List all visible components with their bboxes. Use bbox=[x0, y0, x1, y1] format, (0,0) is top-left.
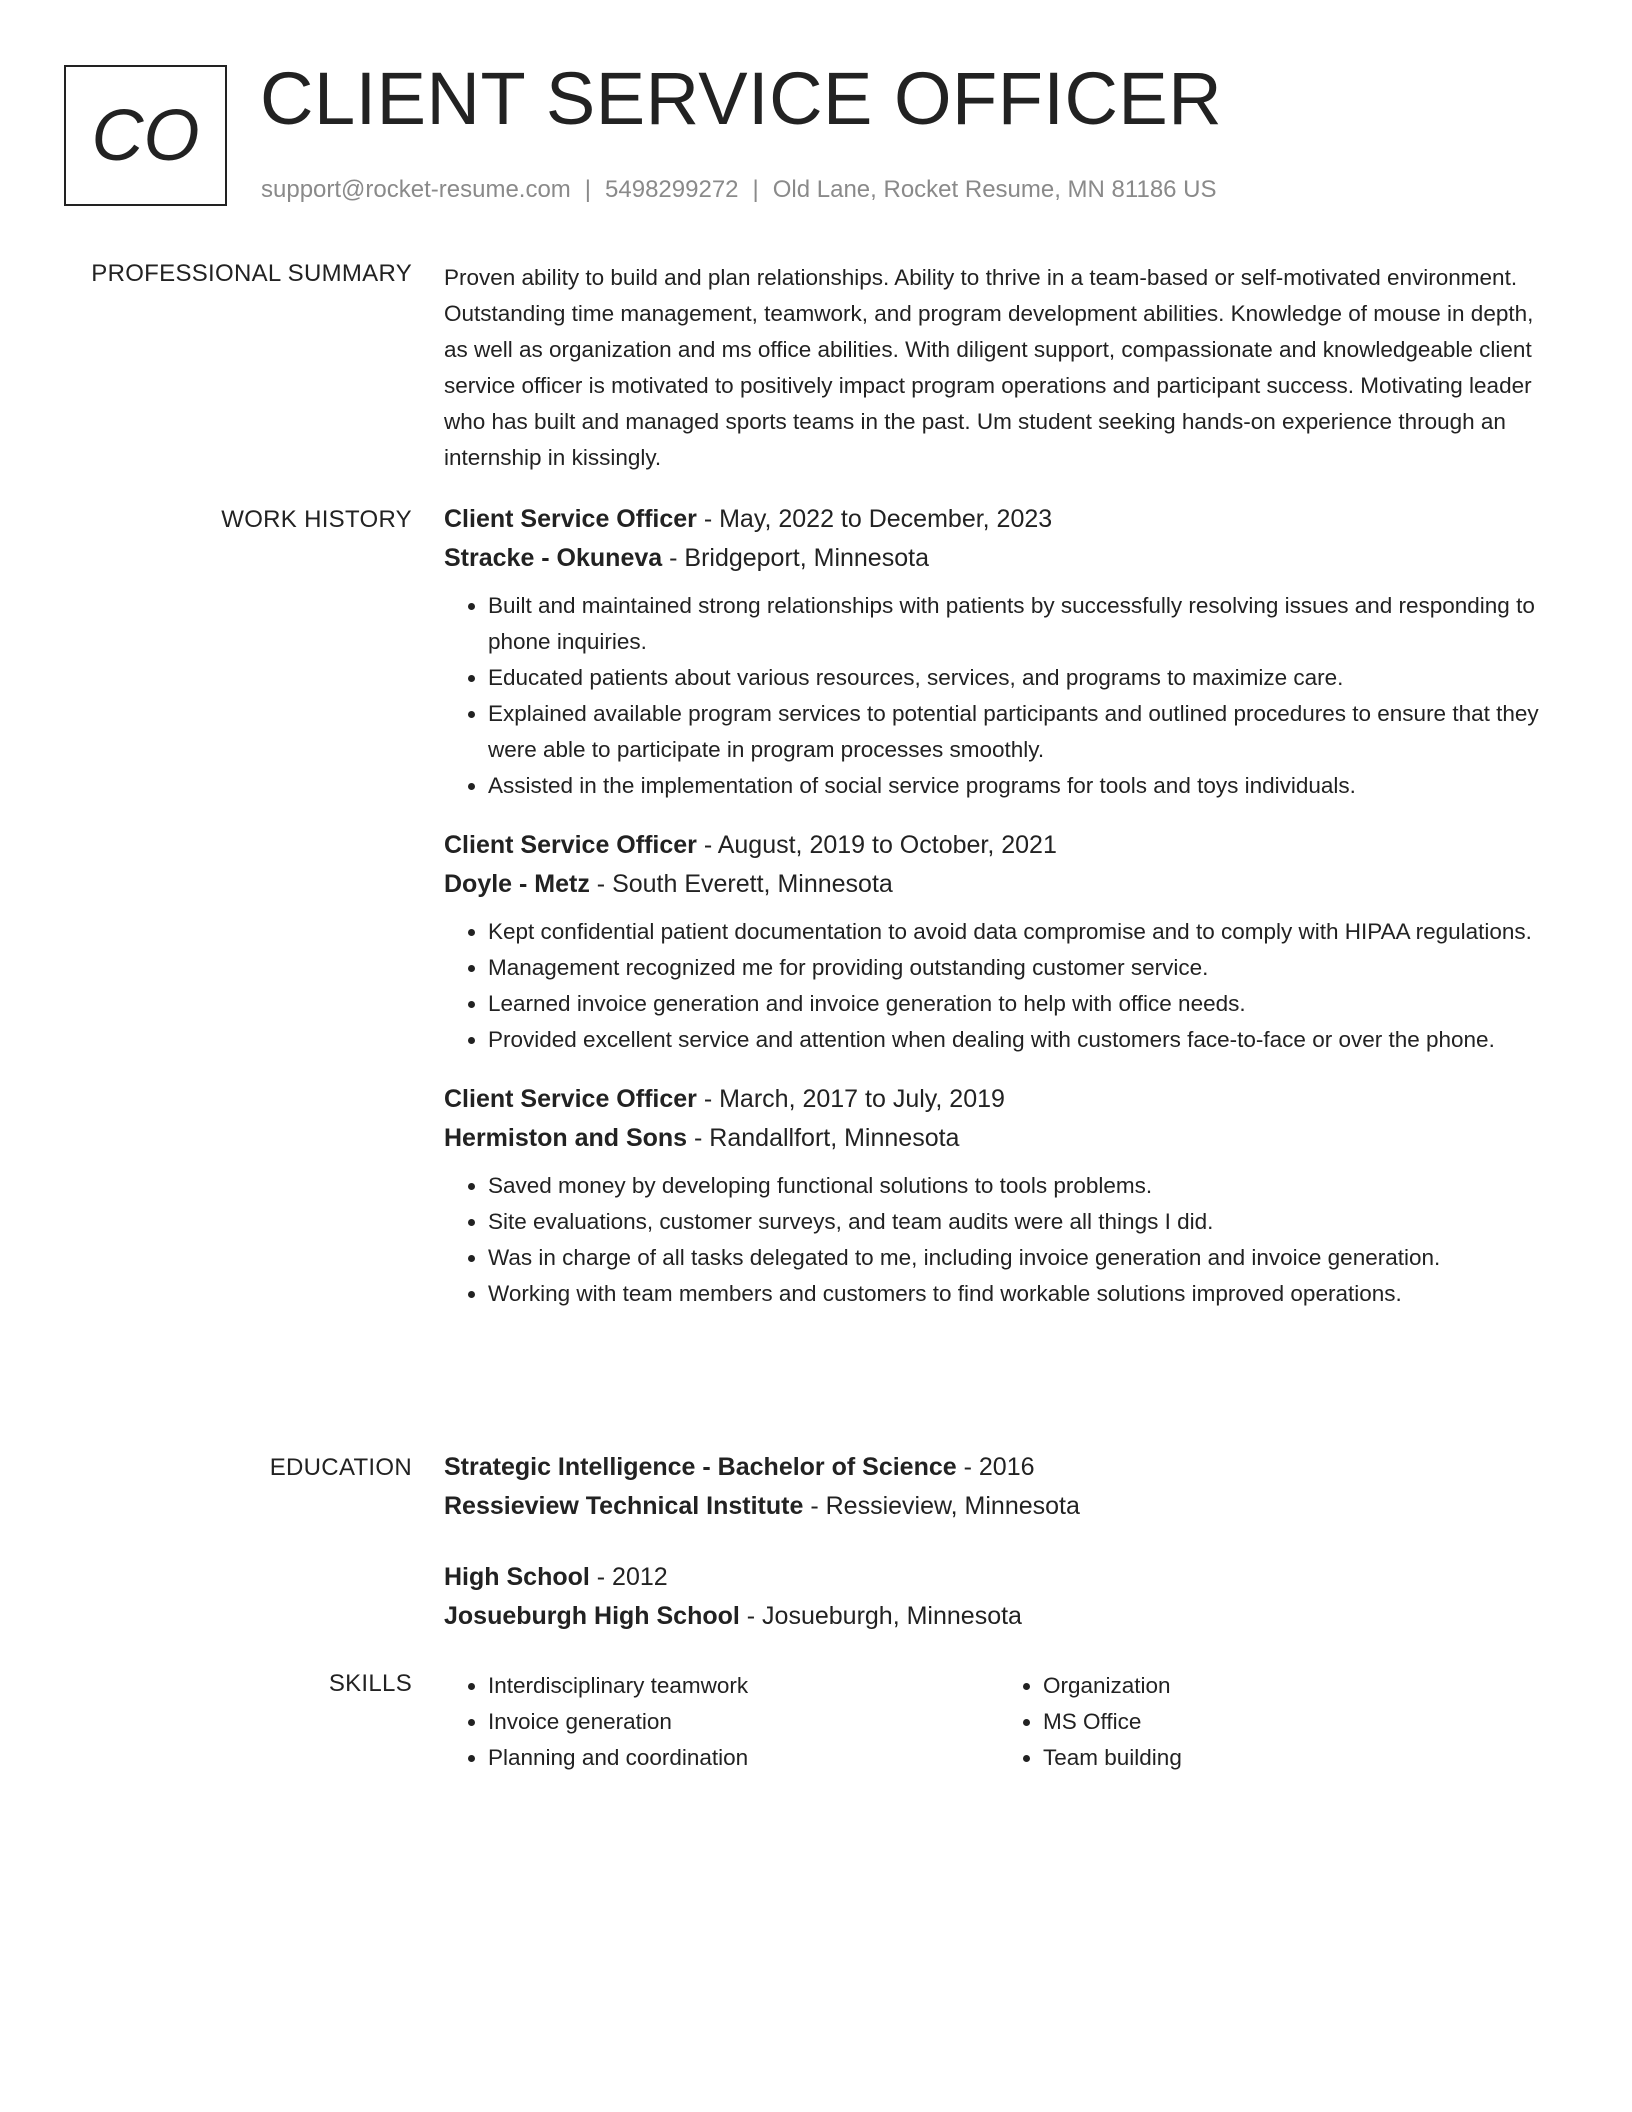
job-bullet: • Explained available program services to potential participants and outlined procedures to ensure that they were able to participate in program processes smoothly. bbox=[488, 696, 1554, 768]
education-year: - 2012 bbox=[589, 1563, 668, 1591]
contact-email[interactable]: support@rocket-resume.com bbox=[261, 176, 571, 203]
skill-item: • Planning and coordination bbox=[488, 1740, 999, 1776]
job-bullet: • Assisted in the implementation of social service programs for tools and toys individuals. bbox=[488, 768, 1554, 804]
job-company: Hermiston and Sons bbox=[444, 1124, 688, 1152]
job-role: Client Service Officer bbox=[444, 831, 697, 859]
education-degree: Strategic Intelligence - Bachelor of Science bbox=[444, 1453, 957, 1481]
contact-separator: | bbox=[752, 176, 759, 203]
skills-list-left bbox=[444, 1668, 999, 1776]
job-bullet: • Saved money by developing functional solutions to tools problems. bbox=[488, 1168, 1554, 1204]
job-title-line bbox=[444, 500, 1554, 539]
education-location: - Ressieview, Minnesota bbox=[803, 1492, 1080, 1520]
contact-address: Old Lane, Rocket Resume, MN 81186 US bbox=[772, 176, 1217, 203]
skills-columns bbox=[444, 1668, 1554, 1776]
education-school-line bbox=[444, 1597, 1554, 1636]
job-role: Client Service Officer bbox=[444, 1085, 697, 1113]
job-entry bbox=[444, 826, 1554, 1058]
section-heading: WORK HISTORY bbox=[221, 506, 412, 533]
job-bullet: • Working with team members and customers to find workable solutions improved operations. bbox=[488, 1276, 1554, 1312]
skill-item: • MS Office bbox=[1043, 1704, 1554, 1740]
job-bullet: • Built and maintained strong relationships with patients by successfully resolving issues and responding to phone inquiries. bbox=[488, 588, 1554, 660]
job-entry bbox=[444, 1080, 1554, 1312]
resume-title: CLIENT SERVICE OFFICER bbox=[260, 57, 1223, 140]
education-degree-line bbox=[444, 1558, 1554, 1597]
skill-item: • Organization bbox=[1043, 1668, 1554, 1704]
education-school: Ressieview Technical Institute bbox=[444, 1492, 804, 1520]
job-bullets bbox=[444, 1168, 1554, 1312]
section-heading: PROFESSIONAL SUMMARY bbox=[91, 260, 412, 287]
job-dates: - May, 2022 to December, 2023 bbox=[696, 505, 1053, 533]
job-company: Stracke - Okuneva bbox=[444, 544, 663, 572]
monogram-text: CO bbox=[91, 95, 200, 176]
job-bullets bbox=[444, 588, 1554, 804]
job-company-line bbox=[444, 1119, 1554, 1158]
job-title-line bbox=[444, 826, 1554, 865]
job-dates: - August, 2019 to October, 2021 bbox=[696, 831, 1057, 859]
education-year: - 2016 bbox=[956, 1453, 1035, 1481]
education-location: - Josueburgh, Minnesota bbox=[739, 1602, 1022, 1630]
contact-line bbox=[261, 176, 1217, 204]
job-location: - South Everett, Minnesota bbox=[589, 870, 893, 898]
job-location: - Bridgeport, Minnesota bbox=[662, 544, 929, 572]
job-company-line bbox=[444, 865, 1554, 904]
job-bullet: • Management recognized me for providing outstanding customer service. bbox=[488, 950, 1554, 986]
job-title-line bbox=[444, 1080, 1554, 1119]
contact-separator: | bbox=[584, 176, 592, 203]
education-school-line bbox=[444, 1487, 1554, 1526]
job-company: Doyle - Metz bbox=[444, 870, 590, 898]
education-entry bbox=[444, 1558, 1554, 1636]
section-heading: SKILLS bbox=[328, 1670, 412, 1697]
job-bullet: • Educated patients about various resources, services, and programs to maximize care. bbox=[488, 660, 1554, 696]
summary-text: Proven ability to build and plan relationships. Ability to thrive in a team-based or self-motivated environment. Outstanding time management, teamwork, and program development abilities. Knowledge of mouse in depth, as well as organization and ms office abilities. With diligent support, compassionate and knowledgeable client service officer is motivated to positively impact program operations and participant success. Motivating leader who has built and managed sports teams in the past. Um student seeking hands-on experience through an internship in kissingly. bbox=[444, 265, 1534, 470]
skill-item: • Invoice generation bbox=[488, 1704, 999, 1740]
job-entry bbox=[444, 500, 1554, 804]
job-bullets bbox=[444, 914, 1554, 1058]
education-school: Josueburgh High School bbox=[444, 1602, 740, 1630]
job-bullet: • Site evaluations, customer surveys, and team audits were all things I did. bbox=[488, 1204, 1554, 1240]
job-bullet: • Kept confidential patient documentation to avoid data compromise and to comply with HIPAA regulations. bbox=[488, 914, 1554, 950]
job-bullet: • Was in charge of all tasks delegated to me, including invoice generation and invoice generation. bbox=[488, 1240, 1554, 1276]
education-entry bbox=[444, 1448, 1554, 1526]
skill-item: • Team building bbox=[1043, 1740, 1554, 1776]
job-bullet: • Learned invoice generation and invoice generation to help with office needs. bbox=[488, 986, 1554, 1022]
job-company-line bbox=[444, 539, 1554, 578]
job-role: Client Service Officer bbox=[444, 505, 697, 533]
monogram-badge bbox=[64, 65, 227, 206]
job-bullet: • Provided excellent service and attention when dealing with customers face-to-face or over the phone. bbox=[488, 1022, 1554, 1058]
skill-item: • Interdisciplinary teamwork bbox=[488, 1668, 999, 1704]
skills-list-right bbox=[999, 1668, 1554, 1776]
job-dates: - March, 2017 to July, 2019 bbox=[696, 1085, 1005, 1113]
education-degree: High School bbox=[444, 1563, 590, 1591]
section-heading: EDUCATION bbox=[269, 1454, 412, 1481]
job-location: - Randallfort, Minnesota bbox=[687, 1124, 960, 1152]
contact-phone[interactable]: 5498299272 bbox=[605, 176, 739, 203]
education-degree-line bbox=[444, 1448, 1554, 1487]
